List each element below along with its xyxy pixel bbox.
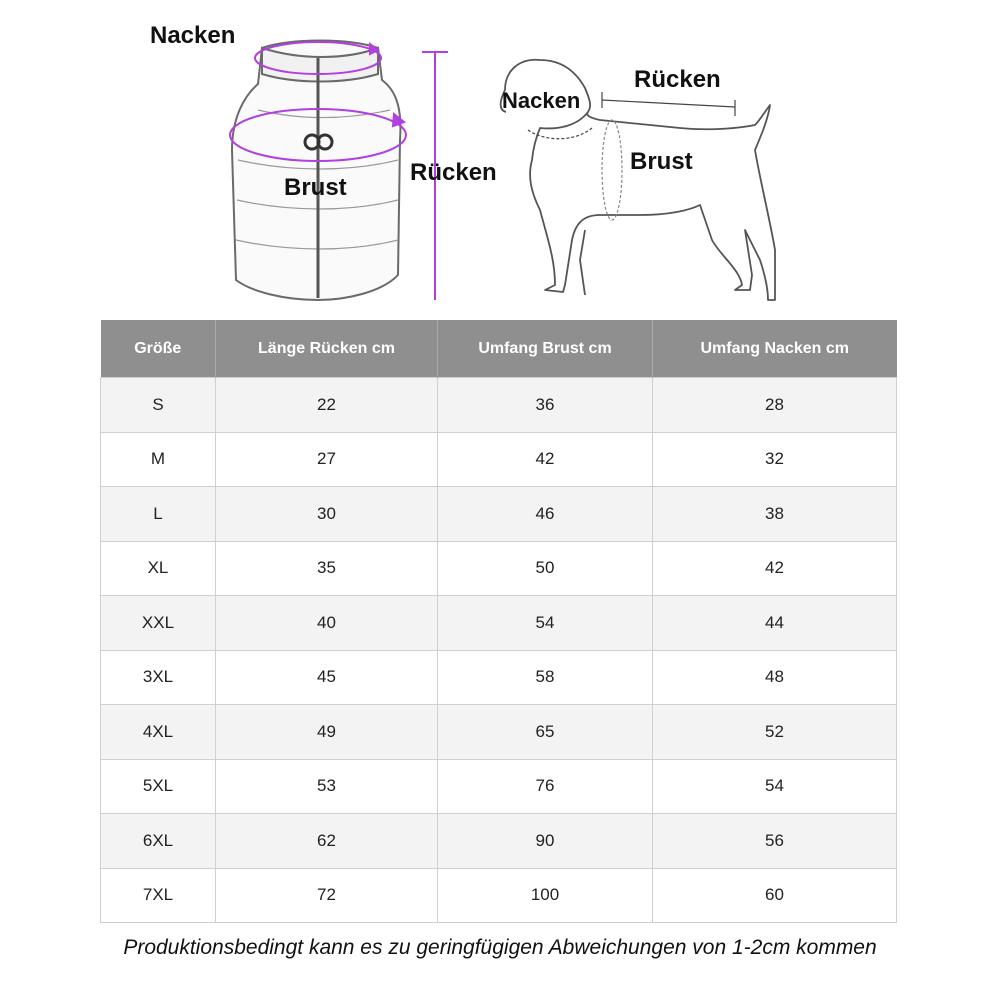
header-chest-girth: Umfang Brust cm	[438, 320, 653, 378]
cell-back-length: 49	[216, 705, 438, 760]
cell-chest-girth: 90	[438, 814, 653, 869]
size-chart-table	[100, 320, 897, 923]
table-row	[101, 650, 897, 705]
table-header-row	[101, 320, 897, 378]
cell-neck-girth: 52	[653, 705, 897, 760]
cell-chest-girth: 58	[438, 650, 653, 705]
cell-chest-girth: 76	[438, 759, 653, 814]
table-row	[101, 814, 897, 869]
cell-back-length: 72	[216, 868, 438, 923]
header-neck-girth: Umfang Nacken cm	[653, 320, 897, 378]
cell-back-length: 22	[216, 378, 438, 433]
table-row	[101, 487, 897, 542]
cell-size: 4XL	[101, 705, 216, 760]
table-row	[101, 378, 897, 433]
cell-size: XXL	[101, 596, 216, 651]
cell-chest-girth: 42	[438, 432, 653, 487]
cell-neck-girth: 44	[653, 596, 897, 651]
header-back-length: Länge Rücken cm	[216, 320, 438, 378]
footnote: Produktionsbedingt kann es zu geringfügigen Abweichungen von 1-2cm kommen	[123, 936, 877, 959]
cell-size: M	[101, 432, 216, 487]
cell-chest-girth: 50	[438, 541, 653, 596]
jacket-back-label: Rücken	[410, 159, 497, 186]
dog-back-label: Rücken	[634, 66, 721, 93]
cell-neck-girth: 48	[653, 650, 897, 705]
jacket-chest-label: Brust	[284, 174, 347, 201]
cell-size: 7XL	[101, 868, 216, 923]
cell-back-length: 62	[216, 814, 438, 869]
cell-chest-girth: 54	[438, 596, 653, 651]
table-row	[101, 596, 897, 651]
cell-neck-girth: 32	[653, 432, 897, 487]
cell-back-length: 27	[216, 432, 438, 487]
cell-neck-girth: 28	[653, 378, 897, 433]
cell-neck-girth: 56	[653, 814, 897, 869]
table-row	[101, 759, 897, 814]
cell-size: L	[101, 487, 216, 542]
jacket-neck-label: Nacken	[150, 22, 236, 49]
table-body	[101, 378, 897, 923]
cell-size: S	[101, 378, 216, 433]
cell-neck-girth: 42	[653, 541, 897, 596]
table-row	[101, 432, 897, 487]
cell-chest-girth: 46	[438, 487, 653, 542]
cell-neck-girth: 60	[653, 868, 897, 923]
cell-size: 5XL	[101, 759, 216, 814]
cell-back-length: 45	[216, 650, 438, 705]
table-row	[101, 868, 897, 923]
cell-neck-girth: 54	[653, 759, 897, 814]
measurement-illustration	[0, 0, 1000, 310]
table-row	[101, 541, 897, 596]
jacket-drawing	[232, 41, 400, 301]
cell-chest-girth: 36	[438, 378, 653, 433]
cell-back-length: 35	[216, 541, 438, 596]
cell-chest-girth: 100	[438, 868, 653, 923]
header-size: Größe	[101, 320, 216, 378]
dog-chest-label: Brust	[630, 148, 693, 175]
cell-size: XL	[101, 541, 216, 596]
cell-neck-girth: 38	[653, 487, 897, 542]
cell-chest-girth: 65	[438, 705, 653, 760]
cell-back-length: 53	[216, 759, 438, 814]
dog-neck-label: Nacken	[502, 88, 581, 113]
table-row	[101, 705, 897, 760]
cell-back-length: 30	[216, 487, 438, 542]
cell-back-length: 40	[216, 596, 438, 651]
cell-size: 3XL	[101, 650, 216, 705]
cell-size: 6XL	[101, 814, 216, 869]
